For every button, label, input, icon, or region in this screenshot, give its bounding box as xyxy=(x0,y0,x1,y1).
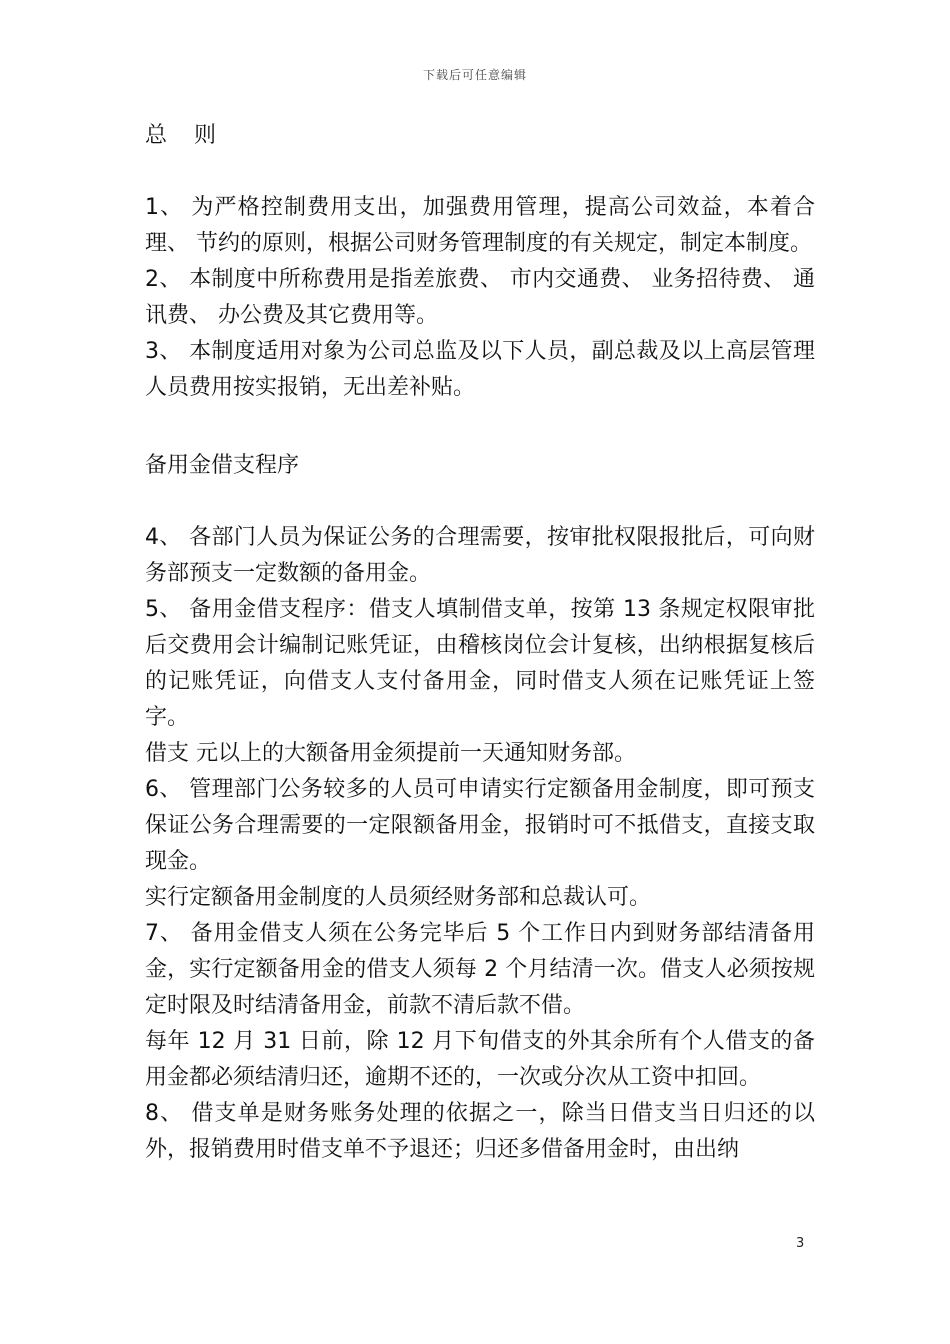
clause-8: 8、 借支单是财务账务处理的依据之一，除当日借支当日归还的以外，报销费用时借支单不予退还；归还多借备用金时，由出纳 xyxy=(145,1101,815,1162)
clause-6-note: 实行定额备用金制度的人员须经财务部和总裁认可。 xyxy=(145,885,652,910)
clause-5: 5、 备用金借支程序：借支人填制借支单，按第 13 条规定权限审批后交费用会计编制记账凭证，由稽核岗位会计复核，出纳根据复核后的记账凭证，向借支人支付备用金，同时借支人须在记账凭证上签字。 xyxy=(145,597,815,730)
clause-1: 1、 为严格控制费用支出，加强费用管理，提高公司效益，本着合理、 节约的原则，根据公司财务管理制度的有关规定，制定本制度。 xyxy=(145,195,815,256)
page-number: 3 xyxy=(796,1236,805,1251)
clause-3: 3、 本制度适用对象为公司总监及以下人员，副总裁及以上高层管理人员费用按实报销，无出差补贴。 xyxy=(145,339,815,400)
clause-6: 6、 管理部门公务较多的人员可申请实行定额备用金制度，即可预支保证公务合理需要的一定限额备用金，报销时可不抵借支，直接支取现金。 xyxy=(145,777,815,874)
document-body xyxy=(145,118,815,1168)
section-title-general: 总 则 xyxy=(145,123,226,148)
clause-2: 2、 本制度中所称费用是指差旅费、 市内交通费、 业务招待费、 通讯费、 办公费及其它费用等。 xyxy=(145,267,815,328)
clause-7-note: 每年 12 月 31 日前，除 12 月下旬借支的外其余所有个人借支的备用金都必须结清归还，逾期不还的，一次或分次从工资中扣回。 xyxy=(145,1029,815,1090)
page-header: 下载后可任意编辑 xyxy=(422,68,527,82)
clause-5-note: 借支 元以上的大额备用金须提前一天通知财务部。 xyxy=(145,741,636,766)
clause-4: 4、 各部门人员为保证公务的合理需要，按审批权限报批后，可向财务部预支一定数额的备用金。 xyxy=(145,525,815,586)
section-title-petty-cash: 备用金借支程序 xyxy=(145,453,300,478)
clause-7: 7、 备用金借支人须在公务完毕后 5 个工作日内到财务部结清备用金，实行定额备用金的借支人须每 2 个月结清一次。借支人必须按规定时限及时结清备用金，前款不清后款不借。 xyxy=(145,921,815,1018)
